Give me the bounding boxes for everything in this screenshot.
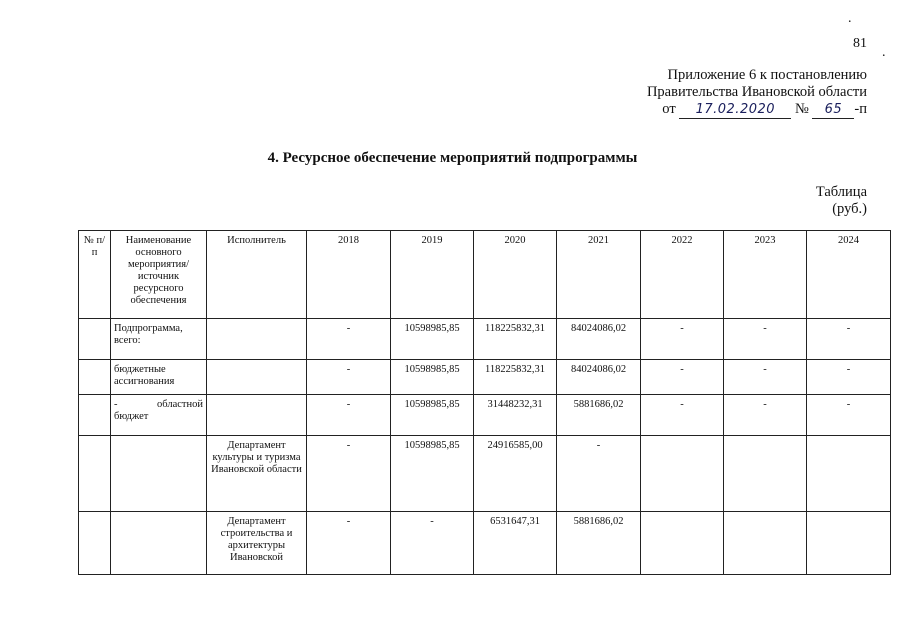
cell-value: 24916585,00 <box>474 436 557 512</box>
cell-value: - <box>807 360 891 395</box>
cell-name: бюджетные ассигнования <box>111 360 207 395</box>
header-year: 2020 <box>474 231 557 319</box>
cell-value: - <box>307 436 391 512</box>
cell-executor: Департамент культуры и туризма Ивановской области <box>207 436 307 512</box>
cell-value: - <box>307 319 391 360</box>
table-row <box>79 360 891 395</box>
cell-value: - <box>307 512 391 575</box>
table-row <box>79 436 891 512</box>
cell-value: - <box>641 395 724 436</box>
cell-value <box>807 436 891 512</box>
resource-table <box>78 230 891 575</box>
cell-value: 84024086,02 <box>557 360 641 395</box>
date-field <box>679 101 791 119</box>
cell-value: 118225832,31 <box>474 319 557 360</box>
cell-value <box>724 436 807 512</box>
cell-value: 10598985,85 <box>391 319 474 360</box>
number-field <box>812 101 854 119</box>
table-caption-label: Таблица <box>815 184 867 200</box>
handwritten-date: 17.02.2020 <box>695 102 776 117</box>
cell-value: 118225832,31 <box>474 360 557 395</box>
table-header-row <box>79 231 891 319</box>
table-caption <box>816 184 867 218</box>
cell-num <box>79 512 111 575</box>
cell-value <box>641 436 724 512</box>
cell-name: Подпрограмма, всего: <box>111 319 207 360</box>
number-suffix: -п <box>854 101 867 117</box>
handwritten-number: 65 <box>824 102 843 117</box>
cell-value: 5881686,02 <box>557 395 641 436</box>
header-year: 2024 <box>807 231 891 319</box>
cell-value <box>724 512 807 575</box>
header-year: 2018 <box>307 231 391 319</box>
appendix-line-2: Правительства Ивановской области <box>646 84 867 100</box>
cell-value: - <box>557 436 641 512</box>
cell-value: - <box>307 395 391 436</box>
cell-value: 6531647,31 <box>474 512 557 575</box>
appendix-line-1: Приложение 6 к постановлению <box>667 67 867 83</box>
cell-value: - <box>307 360 391 395</box>
header-year: 2023 <box>724 231 807 319</box>
cell-value: - <box>807 319 891 360</box>
cell-value: 10598985,85 <box>391 436 474 512</box>
cell-name <box>111 512 207 575</box>
cell-value: - <box>724 360 807 395</box>
header-year: 2021 <box>557 231 641 319</box>
cell-value: 10598985,85 <box>391 360 474 395</box>
scan-mark-top: . <box>848 11 852 26</box>
cell-value: - <box>807 395 891 436</box>
page-number: 81 <box>853 36 867 51</box>
cell-value: - <box>724 395 807 436</box>
table-row <box>79 395 891 436</box>
cell-value: - <box>724 319 807 360</box>
cell-executor: Департамент строительства и архитектуры Ивановской <box>207 512 307 575</box>
header-year: 2022 <box>641 231 724 319</box>
cell-num <box>79 436 111 512</box>
header-name: Наименование основного мероприятия/ источник ресурсного обеспечения <box>111 231 207 319</box>
header-year: 2019 <box>391 231 474 319</box>
cell-value: 84024086,02 <box>557 319 641 360</box>
section-title: 4. Ресурсное обеспечение мероприятий подпрограммы <box>267 150 638 166</box>
cell-num <box>79 360 111 395</box>
cell-value: - <box>391 512 474 575</box>
cell-num <box>79 395 111 436</box>
cell-value: 5881686,02 <box>557 512 641 575</box>
number-label: № <box>794 101 809 117</box>
table-caption-unit: (руб.) <box>832 201 867 217</box>
cell-value <box>641 512 724 575</box>
scan-mark-side: . <box>882 45 886 60</box>
header-executor: Исполнитель <box>207 231 307 319</box>
appendix-header <box>647 67 867 119</box>
cell-value <box>807 512 891 575</box>
appendix-signature-line <box>647 101 867 119</box>
cell-executor <box>207 395 307 436</box>
cell-value: - <box>641 360 724 395</box>
cell-executor <box>207 360 307 395</box>
cell-value: 31448232,31 <box>474 395 557 436</box>
cell-value: - <box>641 319 724 360</box>
cell-value: 10598985,85 <box>391 395 474 436</box>
table-row <box>79 319 891 360</box>
cell-name: - областной бюджет <box>111 395 207 436</box>
cell-num <box>79 319 111 360</box>
cell-executor <box>207 319 307 360</box>
from-label: от <box>662 101 676 117</box>
table-row <box>79 512 891 575</box>
cell-name <box>111 436 207 512</box>
header-num: № п/п <box>79 231 111 319</box>
